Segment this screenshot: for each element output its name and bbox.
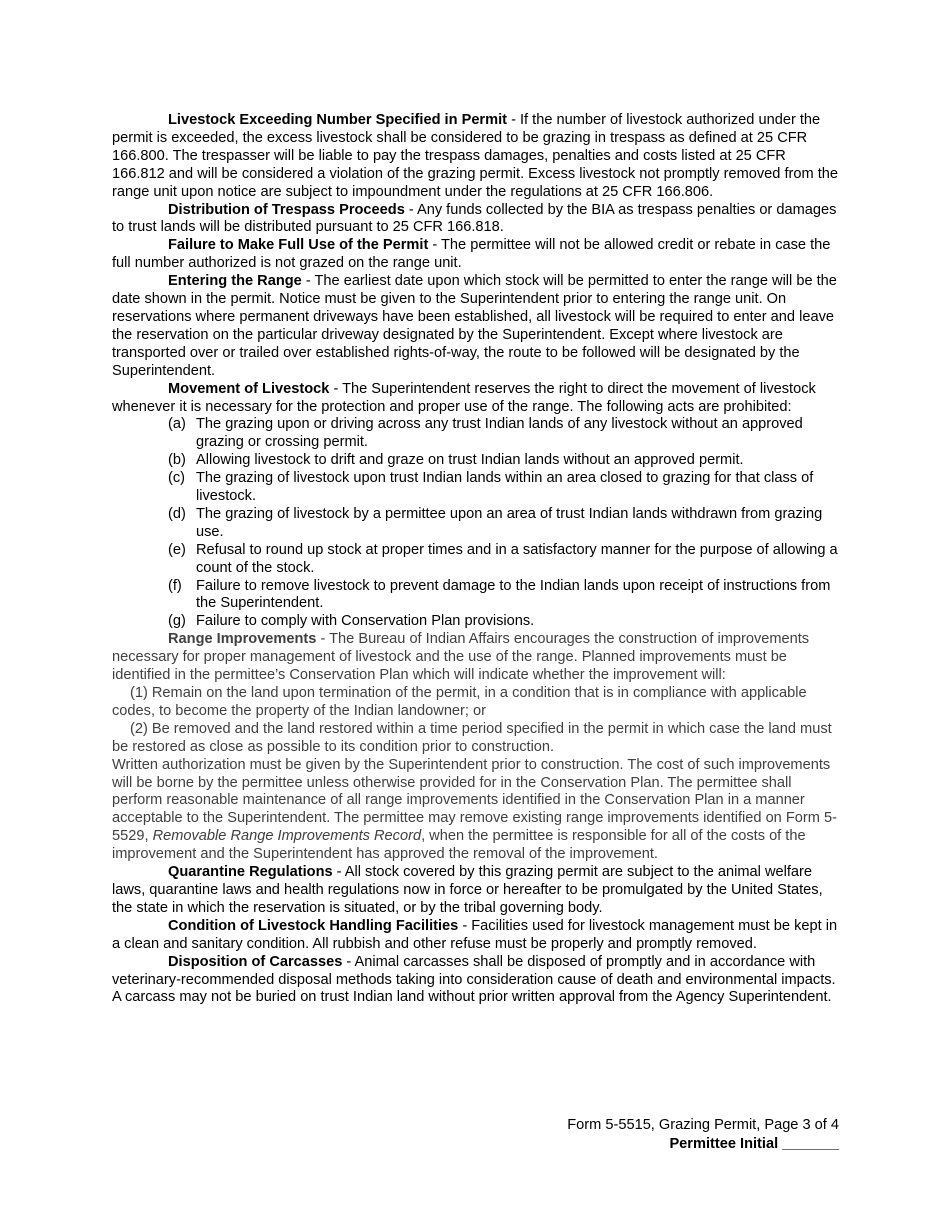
improvement-option-2 (112, 721, 839, 757)
section-body: - The earliest date upon which stock will be permitted to enter the range will be the date shown in the permit. Notice must be given to the Superintendent prior to entering the range unit. On reservations where permanent driveways have been established, all livestock will be required to enter and leave the reservation on the particular driveway designated by the Superintendent. Except where livestock are transported over or trailed over established rights-of-way, the route to be followed will be designated by the Superintendent. (112, 273, 837, 379)
section-body: - The Bureau of Indian Affairs encourages the construction of improvements necessary for proper management of livestock and the use of the range. Planned improvements must be identified in the permittee’s Conservation Plan which will indicate whether the improvement will: (112, 631, 810, 684)
section-body: - Any funds collected by the BIA as trespass penalties or damages to trust lands will be distributed pursuant to 25 CFR 166.818. (112, 201, 837, 236)
list-item-text: Failure to comply with Conservation Plan provisions. (196, 613, 535, 630)
option-text: (2) Be removed and the land restored within a time period specified in the permit in which case the land must be restored as close as possible to its condition prior to construction. (112, 720, 832, 755)
section-handling-facilities (112, 918, 839, 954)
list-item-text: The grazing of livestock by a permittee upon an area of trust Indian lands withdrawn from grazing use. (196, 505, 823, 540)
section-entering-range (112, 273, 839, 380)
list-item-label: (b) (168, 452, 186, 469)
list-item-text: Failure to remove livestock to prevent damage to the Indian lands upon receipt of instructions from the Superintendent. (196, 577, 831, 612)
list-item-label: (f) (168, 577, 182, 594)
form-page-line: Form 5-5515, Grazing Permit, Page 3 of 4 (567, 1117, 839, 1133)
section-heading: Range Improvements (168, 631, 317, 648)
list-item-label: (a) (168, 416, 186, 433)
list-item (112, 613, 839, 631)
section-heading: Distribution of Trespass Proceeds (168, 201, 405, 218)
list-item (112, 470, 839, 506)
section-heading: Livestock Exceeding Number Specified in Permit (168, 112, 508, 128)
section-body: - Animal carcasses shall be disposed of promptly and in accordance with veterinary-recommended disposal methods taking into consideration cause of death and environmental impacts. A carcass may not be buried on trust Indian land without prior written approval from the Agency Superintendent. (112, 953, 836, 1006)
section-heading: Failure to Make Full Use of the Permit (168, 237, 429, 254)
section-body: - If the number of livestock authorized under the permit is exceeded, the excess livestock shall be considered to be grazing in trespass as defined at 25 CFR 166.800. The trespasser will be liable to pay the trespass damages, penalties and costs listed at 25 CFR 166.812 and will be considered a violation of the grazing permit. Excess livestock not promptly removed from the range unit upon notice are subject to impoundment under the regulations at 25 CFR 166.806. (112, 112, 839, 200)
form-title-italic: Removable Range Improvements Record (152, 828, 422, 845)
list-item (112, 578, 839, 614)
section-body: - Facilities used for livestock management must be kept in a clean and sanitary condition. All rubbish and other refuse must be properly and promptly removed. (112, 917, 838, 952)
list-item (112, 506, 839, 542)
section-range-improvements (112, 631, 839, 685)
section-heading: Quarantine Regulations (168, 864, 333, 881)
option-text: (1) Remain on the land upon termination of the permit, in a condition that is in compliance with applicable codes, to become the property of the Indian landowner; or (112, 685, 807, 719)
paragraph-text: Written authorization must be given by the Superintendent prior to construction. The cost of such improvements will be borne by the permittee unless otherwise provided for in the Conservation Plan. The permittee shall perform reasonable maintenance of all range improvements identified in the Conservation Plan in a manner acceptable to the Superintendent. The permittee may remove existing range improvements identified on Form 5-5529, (112, 756, 837, 845)
section-carcasses (112, 954, 839, 1008)
improvement-option-1 (112, 685, 839, 721)
document-page (112, 112, 839, 1007)
section-heading: Movement of Livestock (168, 380, 330, 397)
section-heading: Entering the Range (168, 273, 302, 290)
list-item-text: The grazing upon or driving across any trust Indian lands of any livestock without an approved grazing or crossing permit. (196, 416, 803, 451)
list-item (112, 416, 839, 452)
list-item-text: The grazing of livestock upon trust Indian lands within an area closed to grazing for that class of livestock. (196, 470, 814, 505)
section-heading: Disposition of Carcasses (168, 953, 343, 970)
list-item-label: (c) (168, 470, 186, 487)
section-body: - All stock covered by this grazing permit are subject to the animal welfare laws, quarantine laws and health regulations now in force or hereafter to be promulgated by the United States, the state in which the reservation is situated, or by the tribal governing body. (112, 864, 823, 916)
list-item (112, 452, 839, 470)
section-movement (112, 381, 839, 417)
section-quarantine (112, 864, 839, 918)
paragraph-text: , when the permittee is responsible for all of the costs of the improvement and the Superintendent has approved the removal of the improvement. (112, 828, 806, 863)
section-failure-full-use (112, 237, 839, 273)
prohibited-acts-list (112, 416, 839, 631)
section-livestock-exceeding (112, 112, 839, 202)
permittee-initial-line: Permittee Initial _______ (669, 1136, 839, 1152)
section-body: - The Superintendent reserves the right to direct the movement of livestock whenever it is necessary for the protection and proper use of the range. The following acts are prohibited: (112, 380, 816, 415)
written-authorization-paragraph (112, 757, 839, 864)
list-item-text: Allowing livestock to drift and graze on trust Indian lands without an approved permit. (196, 452, 744, 469)
list-item-label: (e) (168, 541, 186, 558)
list-item (112, 542, 839, 578)
section-distribution (112, 202, 839, 238)
section-body: - The permittee will not be allowed credit or rebate in case the full number authorized is not grazed on the range unit. (112, 237, 831, 272)
section-heading: Condition of Livestock Handling Facilities (168, 917, 459, 934)
list-item-label: (g) (168, 613, 186, 630)
list-item-label: (d) (168, 505, 186, 522)
page-footer (112, 1116, 839, 1154)
list-item-text: Refusal to round up stock at proper times and in a satisfactory manner for the purpose of allowing a count of the stock. (196, 541, 838, 576)
